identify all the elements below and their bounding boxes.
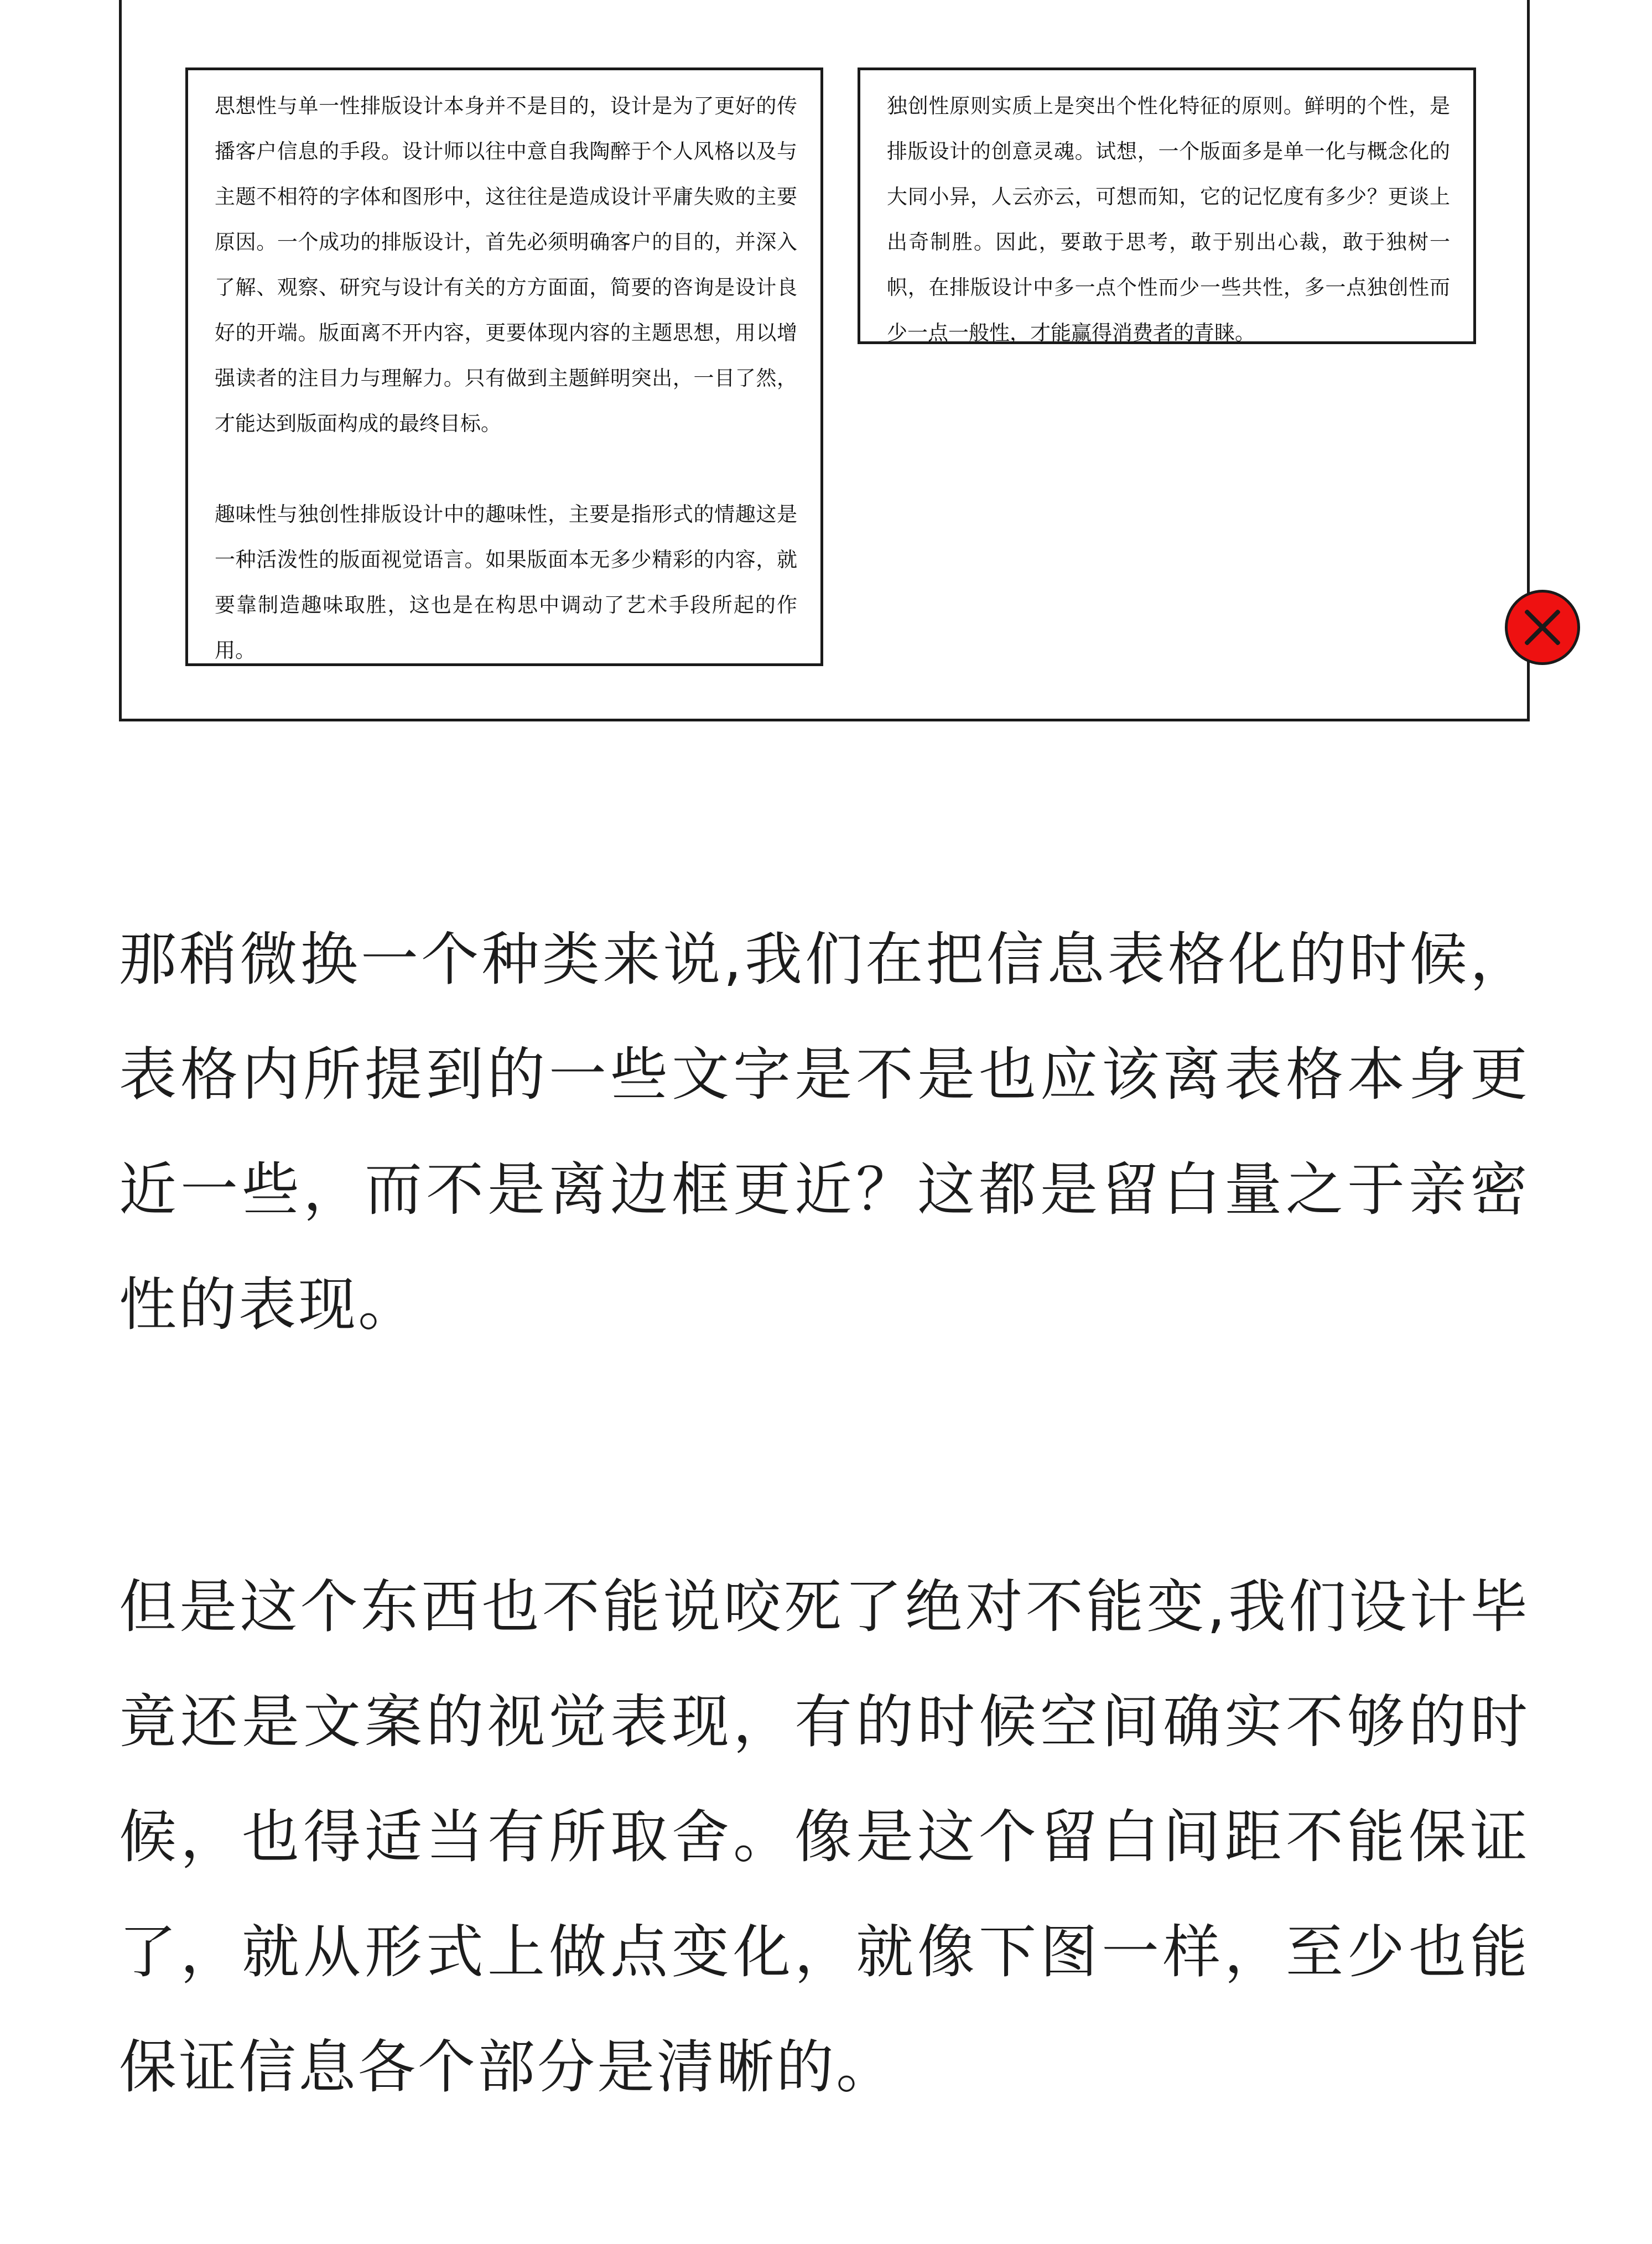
left-box-paragraph-2: 趣味性与独创性排版设计中的趣味性，主要是指形式的情趣这是一种活泼性的版面视觉语言。如果版面本无多少精彩的内容，就要靠制造趣味取胜，这也是在构思中调动了艺术手段所起的作用。: [215, 502, 797, 662]
left-box-paragraph-1: 思想性与单一性排版设计本身并不是目的，设计是为了更好的传播客户信息的手段。设计师以往中意自我陶醉于个人风格以及与主题不相符的字体和图形中，这往往是造成设计平庸失败的主要原因。一个成功的排版设计，首先必须明确客户的目的，并深入了解、观察、研究与设计有关的方方面面，简要的咨询是设计良好的开端。版面离不开内容，更要体现内容的主题思想，用以增强读者的注目力与理解力。只有做到主题鲜明突出，一目了然，才能达到版面构成的最终目标。: [215, 94, 797, 435]
article-paragraph-1: 那稍微换一个种类来说,我们在把信息表格化的时候，表格内所提到的一些文字是不是也应该离表格本身更近一些，而不是离边框更近？这都是留白量之于亲密性的表现。: [119, 926, 1530, 1338]
left-text-box: [185, 67, 823, 666]
article-paragraph-2: 但是这个东西也不能说咬死了绝对不能变,我们设计毕竟还是文案的视觉表现，有的时候空间确实不够的时候，也得适当有所取舍。像是这个留白间距不能保证了，就从形式上做点变化，就像下图一样，至少也能保证信息各个部分是清晰的。: [119, 1573, 1530, 2101]
example-figure: [119, 0, 1530, 721]
close-icon: [1505, 590, 1580, 665]
right-text-box: 独创性原则实质上是突出个性化特征的原则。鲜明的个性，是排版设计的创意灵魂。试想，一个版面多是单一化与概念化的大同小异，人云亦云，可想而知，它的记忆度有多少？更谈上出奇制胜。因此，要敢于思考，敢于别出心裁，敢于独树一帜，在排版设计中多一点个性而少一些共性，多一点独创性而少一点一般性，才能赢得消费者的青睐。: [858, 67, 1476, 344]
